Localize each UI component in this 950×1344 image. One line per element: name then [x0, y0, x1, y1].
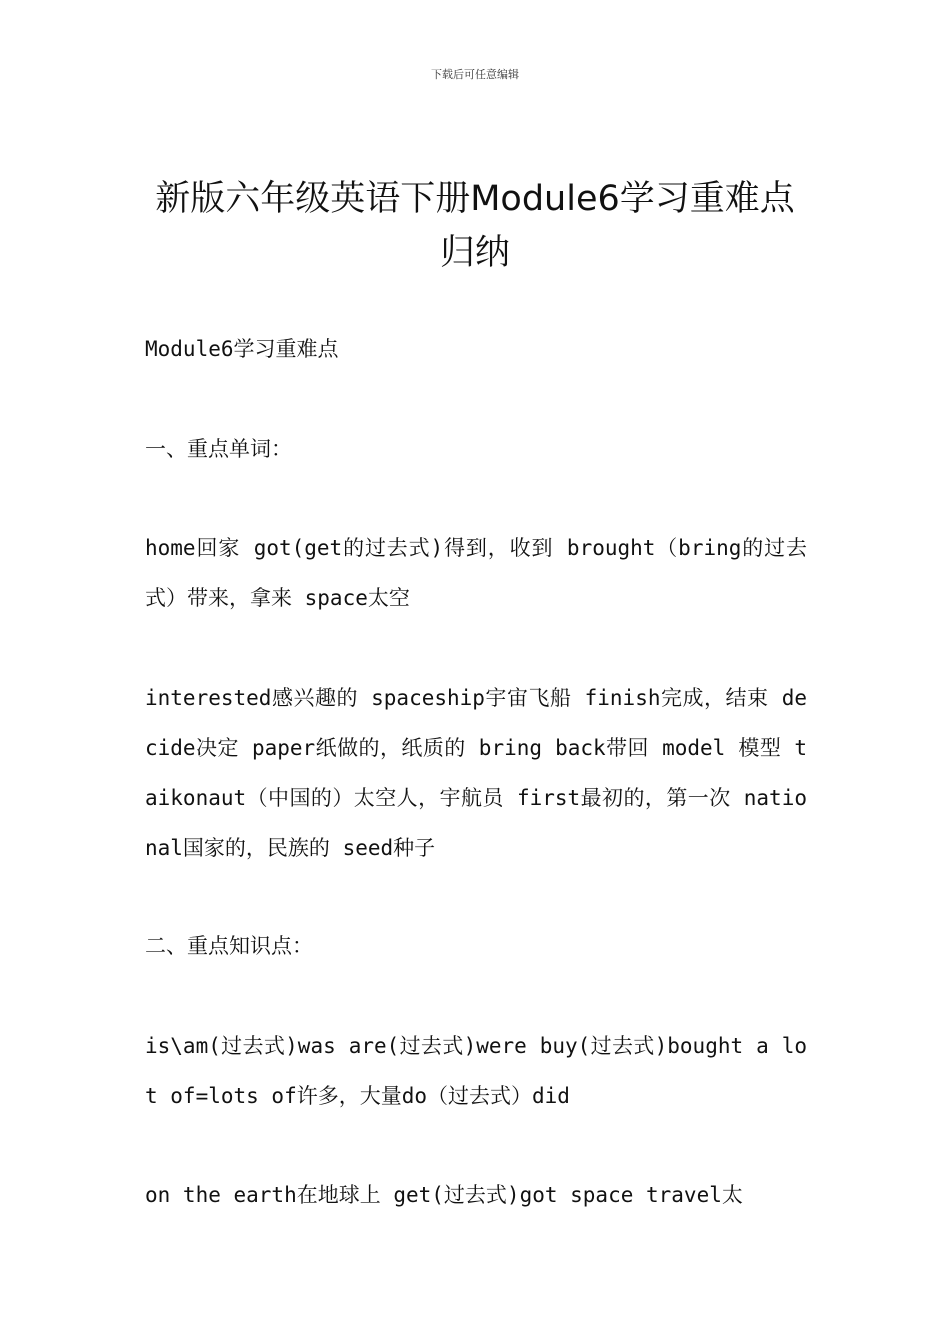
key-points-paragraph-1: is\am(过去式)was are(过去式)were buy(过去式)bought a lot of=lots of许多，大量do（过去式）did	[145, 1034, 807, 1108]
key-points-paragraph-2: on the earth在地球上 get(过去式)got space travel太	[145, 1183, 743, 1207]
module-subtitle: Module6学习重难点	[145, 337, 339, 361]
page-header: 下载后可任意编辑	[431, 68, 519, 81]
section-heading-key-points: 二、重点知识点：	[145, 934, 313, 958]
section-heading-key-words: 一、重点单词：	[145, 437, 292, 461]
title-line-2: 归纳	[439, 233, 510, 273]
title-line-1: 新版六年级英语下册Module6学习重难点	[155, 179, 795, 219]
key-words-paragraph-1: home回家 got(get的过去式)得到，收到 brought（bring的过去式）带来，拿来 space太空	[145, 536, 807, 610]
key-words-paragraph-2: interested感兴趣的 spaceship宇宙飞船 finish完成，结束 decide决定 paper纸做的，纸质的 bring back带回 model 模型 taikonaut（中国的）太空人，宇航员 first最初的，第一次 national国家的，民族的 seed种子	[145, 686, 807, 860]
document-title	[145, 172, 805, 280]
